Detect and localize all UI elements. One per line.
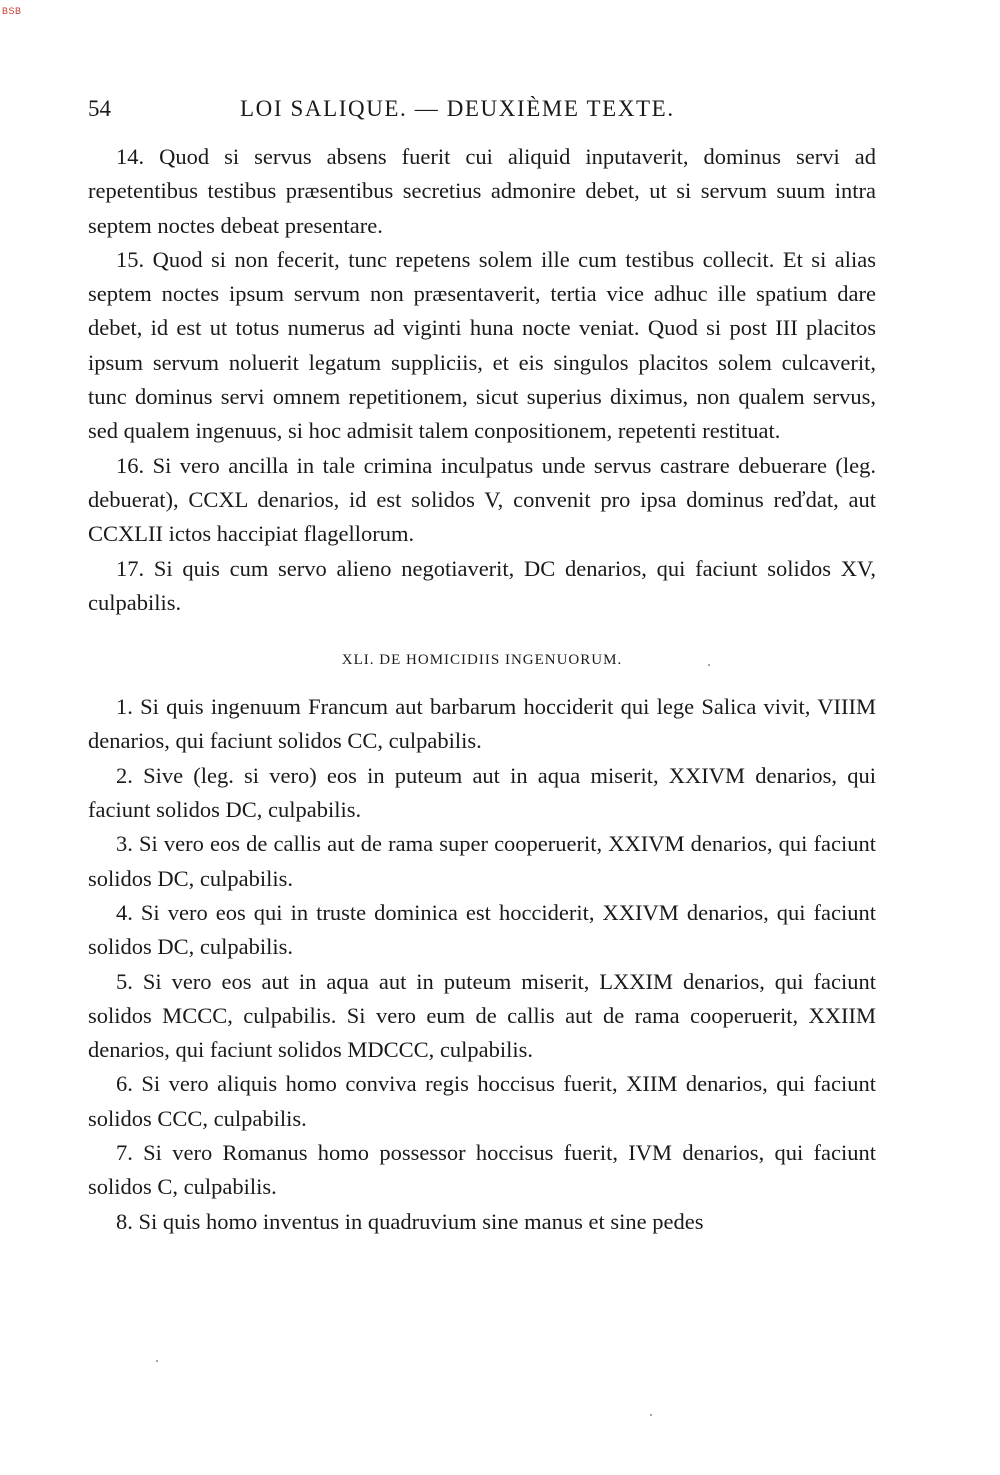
paragraph-3: 3. Si vero eos de callis aut de rama super cooperuerit, XXIVM denarios, qui faciunt solidos DC, culpabilis. — [88, 831, 876, 891]
paragraph-8: 8. Si quis homo inventus in quadruvium sine manus et sine pedes — [116, 1208, 704, 1234]
paragraph-15: 15. Quod si non fecerit, tunc repetens solem ille cum testibus collecit. Et si alias septem noctes ipsum servum non præsentaverit, tertia vice adhuc ille spatium dare debet, id est ut totus numerus ad viginti huna nocte veniat. Quod si post III placitos ipsum servum noluerit legatum suppliciis, et eis singulos placitos solem culcaverit, tunc dominus servi omnem repetitionem, sicut superius diximus, non qualem servus, sed qualem ingenuus, si hoc admisit talem conpositionem, repetenti restituat. — [88, 246, 876, 444]
page-header — [88, 96, 876, 128]
paragraph-7: 7. Si vero Romanus homo possessor hoccisus fuerit, IVM denarios, qui faciunt solidos C, culpabilis. — [88, 1140, 876, 1200]
paragraph-16: 16. Si vero ancilla in tale crimina inculpatus unde servus castrare debuerare (leg. debuerat), CCXL denarios, id est solidos V, convenit pro ipsa dominus reďdat, aut CCXLII ictos haccipiat flagellorum. — [88, 452, 876, 547]
library-stamp: BSB — [2, 6, 22, 16]
scan-speck — [650, 1414, 652, 1416]
page-body — [88, 140, 876, 1239]
paragraph-2: 2. Sive (leg. si vero) eos in puteum aut in aqua miserit, XXIVM denarios, qui faciunt solidos DC, culpabilis. — [88, 762, 876, 823]
scan-speck — [708, 664, 710, 666]
scan-speck — [156, 1360, 158, 1362]
paragraph-5: 5. Si vero eos aut in aqua aut in puteum miserit, LXXIM denarios, qui faciunt solidos MCCC, culpabilis. Si vero eum de callis aut de rama cooperuerit, XXIIM denarios, qui faciunt solidos MDCCC, culpabilis. — [88, 968, 876, 1063]
paragraph-6: 6. Si vero aliquis homo conviva regis hoccisus fuerit, XIIM denarios, qui faciunt solidos CCC, culpabilis. — [88, 1071, 876, 1131]
paragraph-1: 1. Si quis ingenuum Francum aut barbarum hocciderit qui lege Salica vivit, VIIIM denarios, qui faciunt solidos CC, culpabilis. — [88, 694, 876, 754]
section-heading: XLI. DE HOMICIDIIS INGENUORUM. — [341, 652, 623, 669]
page-number: 54 — [88, 96, 111, 121]
running-title: LOI SALIQUE. — DEUXIÈME TEXTE. — [240, 96, 675, 121]
paragraph-14: 14. Quod si servus absens fuerit cui aliquid inputaverit, dominus servi ad repetentibus testibus præsentibus secretius admonire debet, ut si servum suum intra septem noctes debeat presentare. — [88, 144, 876, 238]
paragraph-17: 17. Si quis cum servo alieno negotiaverit, DC denarios, qui faciunt solidos XV, culpabilis. — [88, 555, 876, 615]
paragraph-4: 4. Si vero eos qui in truste dominica est hocciderit, XXIVM denarios, qui faciunt solidos DC, culpabilis. — [88, 899, 876, 960]
